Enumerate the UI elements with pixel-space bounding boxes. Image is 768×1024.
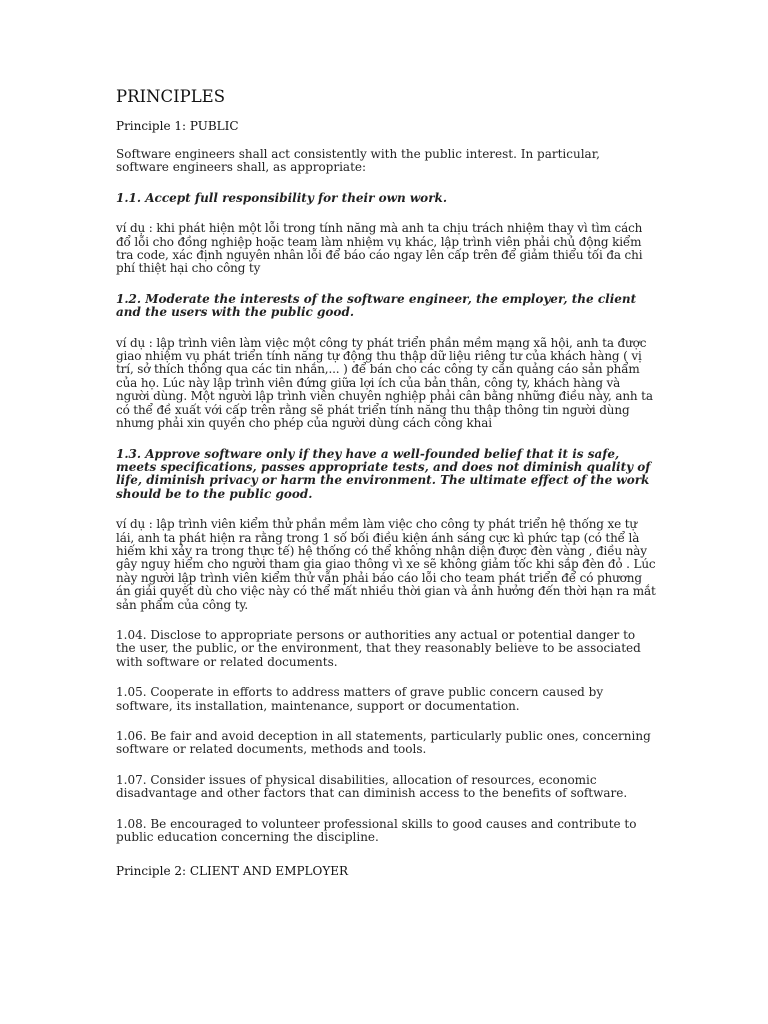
item-1-2: 1.2. Moderate the interests of the software engineer, the employer, the client and the users with the public good. (116, 291, 637, 320)
item-1-05: 1.05. Cooperate in efforts to address matters of grave public concern caused by software, its installation, maintenance, support or documentation. (116, 685, 604, 713)
document-page (116, 86, 656, 893)
principle-1-intro: Software engineers shall act consistently with the public interest. In particular, software engineers shall, as appropriate: (116, 147, 600, 175)
item-1-3: 1.3. Approve software only if they have a well-founded belief that it is safe, meets specifications, passes appropriate tests, and does not diminish quality of life, diminish privacy or harm the environment. The ultimate effect of the work should be to the public good. (116, 446, 651, 501)
example-1-1: ví dụ : khi phát hiện một lỗi trong tính năng mà anh ta chịu trách nhiệm thay vì tìm cách đổ lỗi cho đồng nghiệp hoặc team làm nhiệm vụ khác, lập trình viên phải chủ động kiểm tra code, xác định nguyên nhân lỗi để báo cáo ngay lên cấp trên để giảm thiểu tối đa chi phí thiệt hại cho công ty (116, 221, 643, 276)
document-title: PRINCIPLES (116, 87, 226, 106)
item-1-06: 1.06. Be fair and avoid deception in all statements, particularly public ones, concerning software or related documents, methods and tools. (116, 729, 651, 757)
principle-2-heading: Principle 2: CLIENT AND EMPLOYER (116, 864, 349, 879)
principle-1-heading: Principle 1: PUBLIC (116, 119, 239, 133)
item-1-1: 1.1. Accept full responsibility for their own work. (116, 190, 448, 205)
example-1-2: ví dụ : lập trình viên làm việc một công ty phát triển phần mềm mạng xã hội, anh ta được giao nhiệm vụ phát triển tính năng tự động thu thập dữ liệu riêng tư của khách hàng ( vị trí, sở thích thông qua các tin nhắn,... ) để bán cho các công ty cần quảng cáo sản phẩm của họ. Lúc này lập trình viên đứng giữa lợi ích của bản thân, công ty, khách hàng và người dùng. Một người lập trình viên chuyên nghiệp phải cân bằng những điều này, anh ta có thể đề xuất với cấp trên rằng sẽ phát triển tính năng thu thập thông tin người dùng nhưng phải xin quyền cho phép của người dùng cách công khai (116, 335, 653, 431)
item-1-08: 1.08. Be encouraged to volunteer professional skills to good causes and contribute to public education concerning the discipline. (116, 816, 637, 845)
item-1-07: 1.07. Consider issues of physical disabilities, allocation of resources, economic disadvantage and other factors that can diminish access to the benefits of software. (116, 772, 628, 801)
example-1-3: ví dụ : lập trình viên kiểm thử phần mềm làm việc cho công ty phát triển hệ thống xe tự lái, anh ta phát hiện ra rằng trong 1 số bối điều kiện ánh sáng cực kì phức tạp (có thể là hiếm khi xảy ra trong thực tế) hệ thống có thể không nhận diện được đèn vàng , điều này gây nguy hiểm cho người tham gia giao thông vì xe sẽ không giảm tốc khi sắp đèn đỏ . Lúc này người lập trình viên kiểm thử vẫn phải báo cáo lỗi cho team phát triển để có phương án giải quyết dù cho việc này có thể mất nhiều thời gian và ảnh hưởng đến thời hạn ra mắt sản phẩm của công ty. (116, 517, 656, 612)
item-1-04: 1.04. Disclose to appropriate persons or authorities any actual or potential danger to the user, the public, or the environment, that they reasonably believe to be associated with software or related documents. (116, 627, 641, 669)
